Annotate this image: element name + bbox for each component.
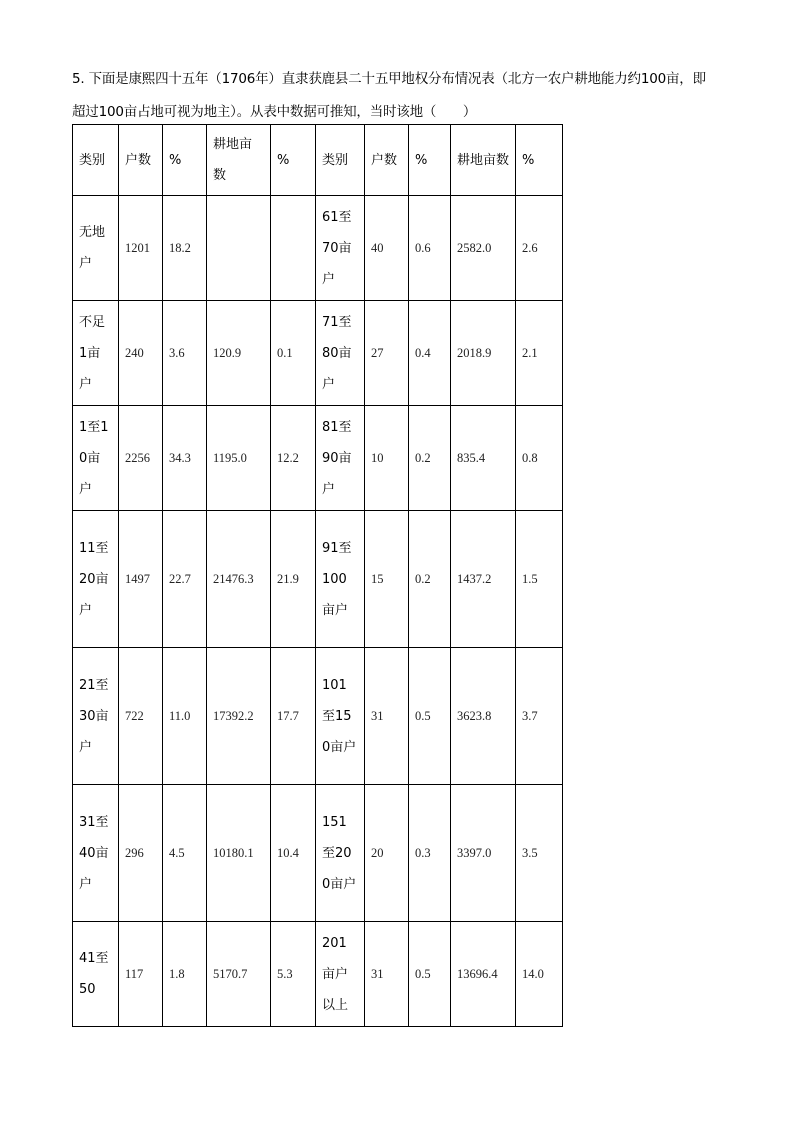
value-cell: 14.0 (516, 922, 563, 1027)
value-cell: 1497 (119, 511, 163, 648)
table-header-row (73, 125, 563, 196)
value-cell: 22.7 (163, 511, 207, 648)
value-cell: 0.5 (409, 922, 451, 1027)
value-cell: 21.9 (271, 511, 316, 648)
value-cell: 3397.0 (451, 785, 516, 922)
category-cell: 91至100亩户 (316, 511, 365, 648)
value-cell: 1.8 (163, 922, 207, 1027)
header-cell: 户数 (365, 125, 409, 196)
table-row (73, 648, 563, 785)
value-cell: 117 (119, 922, 163, 1027)
header-cell: % (271, 125, 316, 196)
value-cell: 1195.0 (207, 406, 271, 511)
value-cell: 20 (365, 785, 409, 922)
value-cell: 2.6 (516, 196, 563, 301)
value-cell: 240 (119, 301, 163, 406)
category-cell: 11至20亩户 (73, 511, 119, 648)
table-row (73, 196, 563, 301)
value-cell: 1437.2 (451, 511, 516, 648)
category-cell: 151至200亩户 (316, 785, 365, 922)
header-cell: 类别 (316, 125, 365, 196)
value-cell: 3.5 (516, 785, 563, 922)
header-cell: 户数 (119, 125, 163, 196)
value-cell: 0.2 (409, 406, 451, 511)
land-distribution-table (72, 124, 563, 1027)
table-row (73, 922, 563, 1027)
value-cell: 31 (365, 922, 409, 1027)
value-cell: 17392.2 (207, 648, 271, 785)
category-cell: 41至50 (73, 922, 119, 1027)
value-cell: 40 (365, 196, 409, 301)
value-cell: 120.9 (207, 301, 271, 406)
value-cell: 1.5 (516, 511, 563, 648)
value-cell: 0.5 (409, 648, 451, 785)
value-cell: 3623.8 (451, 648, 516, 785)
header-cell: 耕地亩数 (451, 125, 516, 196)
value-cell: 2582.0 (451, 196, 516, 301)
value-cell: 2.1 (516, 301, 563, 406)
value-cell: 12.2 (271, 406, 316, 511)
value-cell: 2018.9 (451, 301, 516, 406)
value-cell: 13696.4 (451, 922, 516, 1027)
table-row (73, 301, 563, 406)
category-cell: 不足1亩户 (73, 301, 119, 406)
category-cell: 81至90亩户 (316, 406, 365, 511)
value-cell: 1201 (119, 196, 163, 301)
category-cell: 21至30亩户 (73, 648, 119, 785)
value-cell: 31 (365, 648, 409, 785)
value-cell: 15 (365, 511, 409, 648)
value-cell: 10 (365, 406, 409, 511)
value-cell: 0.2 (409, 511, 451, 648)
value-cell: 11.0 (163, 648, 207, 785)
value-cell: 0.8 (516, 406, 563, 511)
value-cell: 3.7 (516, 648, 563, 785)
category-cell: 1至10亩户 (73, 406, 119, 511)
header-cell: % (516, 125, 563, 196)
question-text: 5. 下面是康熙四十五年（1706年）直隶获鹿县二十五甲地权分布情况表（北方一农户耕地能力约100亩，即超过100亩占地可视为地主）。从表中数据可推知，当时该地（ ） (72, 71, 706, 120)
category-cell: 无地户 (73, 196, 119, 301)
category-cell: 31至40亩户 (73, 785, 119, 922)
value-cell: 0.3 (409, 785, 451, 922)
value-cell: 722 (119, 648, 163, 785)
value-cell: 27 (365, 301, 409, 406)
category-cell: 61至70亩户 (316, 196, 365, 301)
value-cell: 4.5 (163, 785, 207, 922)
value-cell: 5.3 (271, 922, 316, 1027)
table-row (73, 785, 563, 922)
header-cell: 耕地亩数 (207, 125, 271, 196)
value-cell: 0.1 (271, 301, 316, 406)
value-cell: 0.4 (409, 301, 451, 406)
value-cell: 18.2 (163, 196, 207, 301)
value-cell: 5170.7 (207, 922, 271, 1027)
value-cell: 3.6 (163, 301, 207, 406)
header-cell: % (409, 125, 451, 196)
value-cell: 34.3 (163, 406, 207, 511)
category-cell: 201亩户以上 (316, 922, 365, 1027)
header-cell: 类别 (73, 125, 119, 196)
value-cell: 0.6 (409, 196, 451, 301)
value-cell: 296 (119, 785, 163, 922)
header-cell: % (163, 125, 207, 196)
value-cell (207, 196, 271, 301)
category-cell: 101至150亩户 (316, 648, 365, 785)
value-cell: 2256 (119, 406, 163, 511)
value-cell: 17.7 (271, 648, 316, 785)
table-row (73, 511, 563, 648)
value-cell: 21476.3 (207, 511, 271, 648)
value-cell (271, 196, 316, 301)
table-row (73, 406, 563, 511)
value-cell: 10180.1 (207, 785, 271, 922)
category-cell: 71至80亩户 (316, 301, 365, 406)
value-cell: 10.4 (271, 785, 316, 922)
value-cell: 835.4 (451, 406, 516, 511)
